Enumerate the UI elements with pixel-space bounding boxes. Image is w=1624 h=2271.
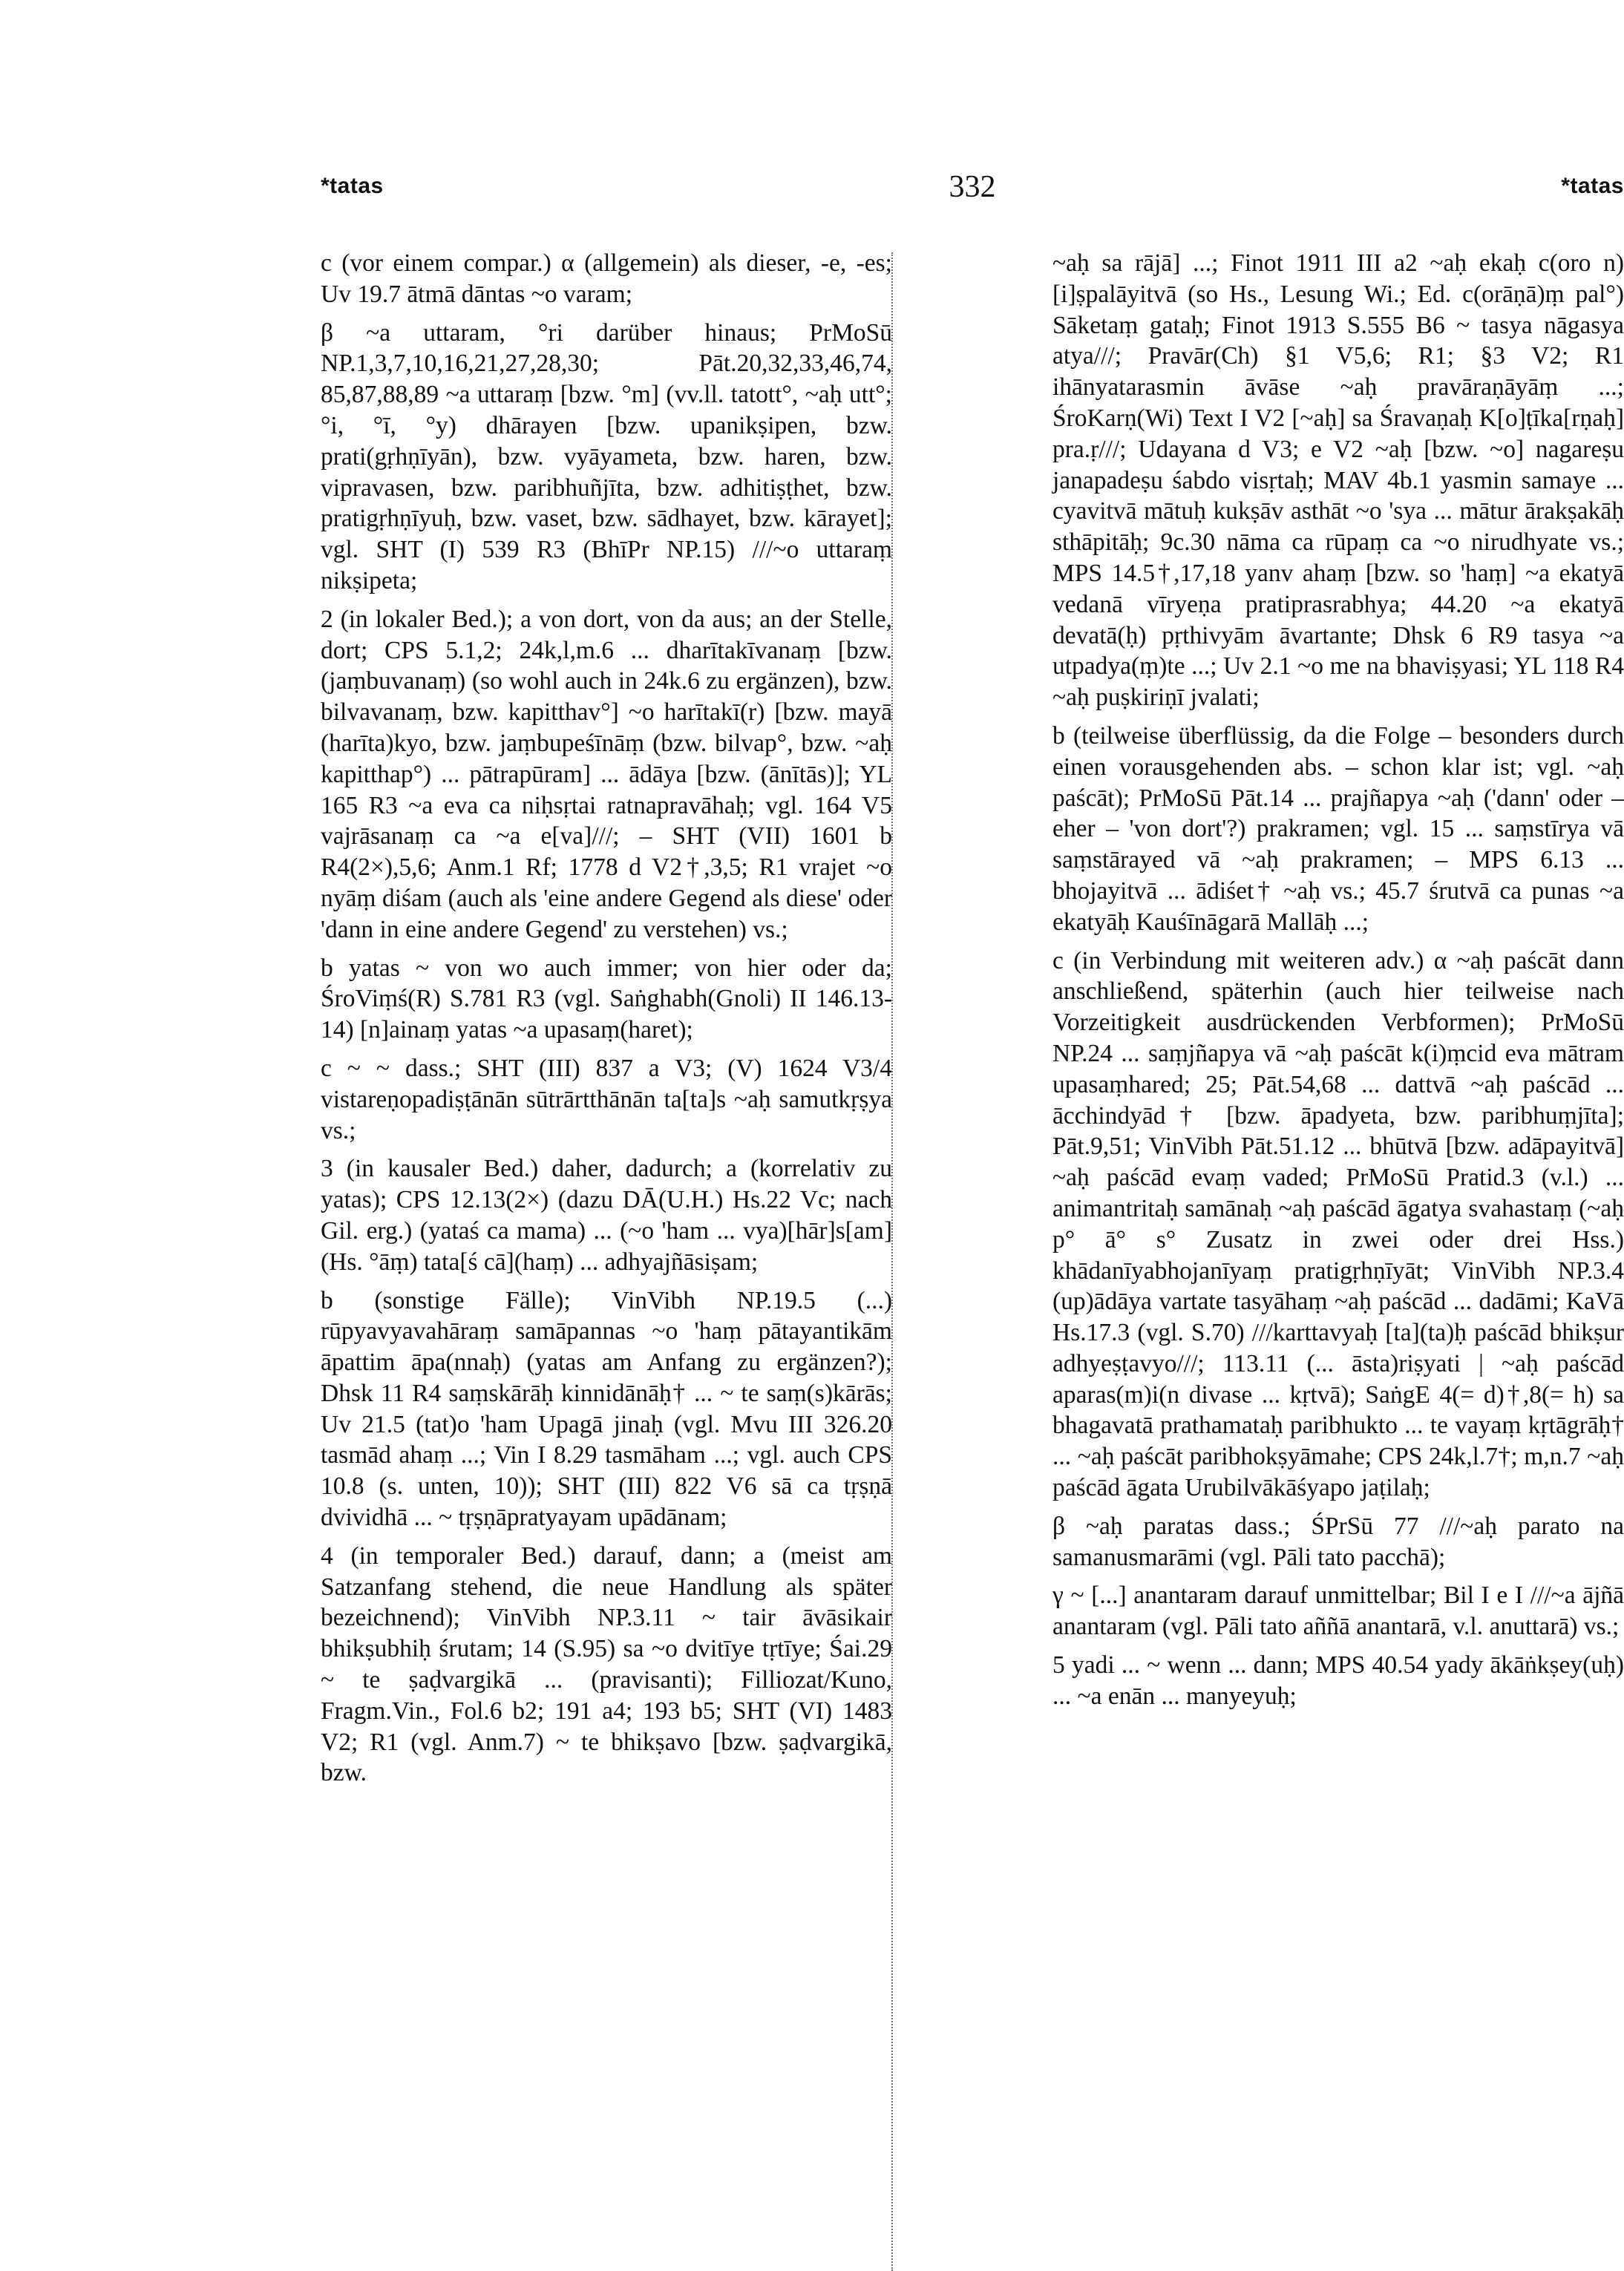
header-right-headword: *tatas bbox=[1561, 174, 1624, 198]
page-header bbox=[321, 170, 1624, 218]
entry-paragraph: c (in Verbindung mit weiteren adv.) α ~aḥ paścāt dann anschließend, späterhin (auch hier teilweise nach Vorzeitigkeit ausdrückenden Verbformen); PrMoSū NP.24 ... saṃjñapya vā ~aḥ paścāt k(i)ṃcid eva mātram upasaṃhared; 25; Pāt.54,68 ... dattvā ~aḥ paścād ... ācchindyād† [bzw. āpadyeta, bzw. paribhuṃjīta]; Pāt.9,51; VinVibh Pāt.51.12 ... bhūtvā [bzw. adāpayitvā] ~aḥ paścād evaṃ vaded; PrMoSū Pratid.3 (v.l.) ... animantritaḥ samānaḥ ~aḥ paścād āgatya svahastaṃ (~aḥ p° ā° s° Zusatz in zwei oder drei Hss.) khādanīyabhojanīyaṃ pratigṛhṇīyāt; VinVibh NP.3.4 (up)ādāya vartate tasyāhaṃ ~aḥ paścād ... dadāmi; KaVā Hs.17.3 (vgl. S.70) ///karttavyaḥ [ta](ta)ḥ paścād bhikṣur adhyeṣṭavyo///; 113.11 (... āsta)riṣyati | ~aḥ paścād aparas(m)i(n divase ... kṛtvā); SaṅgE 4(= d)†,8(= h) sa bhagavatā prathamataḥ paribhukto ... te vayaṃ kṛtāgrāḥ† ... ~aḥ paścāt paribhokṣyāmahe; CPS 24k,l.7†; m,n.7 ~aḥ paścād āgata Urubilvākāśyapo jaṭilaḥ; bbox=[1052, 946, 1624, 1502]
entry-paragraph: b (sonstige Fälle); VinVibh NP.19.5 (...) rūpyavyavahāraṃ samāpannas ~o 'haṃ pātayantikām āpattim āpa(nnaḥ) (yatas am Anfang zu ergänzen?); Dhsk 11 R4 saṃskārāḥ kinnidānāḥ† ... ~ te saṃ(s)kārās; Uv 21.5 (tat)o 'ham Upagā jinaḥ (vgl. Mvu III 326.20 tasmād ahaṃ ...; Vin I 8.29 tasmāham ...; vgl. auch CPS 10.8 (s. unten, 10)); SHT (III) 822 V6 sā ca tṛṣṇā dvividhā ... ~ tṛṣṇāpratyayam upādānam; bbox=[321, 1286, 892, 1532]
entry-paragraph: 5 yadi ... ~ wenn ... dann; MPS 40.54 yady ākāṅkṣey(uḥ) ... ~a enān ... manyeyuḥ; bbox=[1052, 1651, 1624, 1710]
entry-paragraph: c ~ ~ dass.; SHT (III) 837 a V3; (V) 1624 V3/4 vistareṇopadiṣṭānān sūtrārtthānān ta[ta]s ~aḥ samutkṛṣya vs.; bbox=[321, 1054, 892, 1144]
entry-paragraph: b (teilweise überflüssig, da die Folge – besonders durch einen vorausgehenden abs. – schon klar ist; vgl. ~aḥ paścāt); PrMoSū Pāt.14 ... prajñapya ~aḥ ('dann' oder – eher – 'von dort'?) prakramen; vgl. 15 ... saṃstīrya vā saṃstārayed vā ~aḥ prakramen; – MPS 6.13 ... bhojayitvā ... ādiśet† ~aḥ vs.; 45.7 śrutvā ca punas ~a ekatyāḥ Kauśīnāgarā Mallāḥ ...; bbox=[1052, 721, 1624, 936]
header-left-headword: *tatas bbox=[321, 174, 384, 198]
entry-paragraph: 3 (in kausaler Bed.) daher, dadurch; a (korrelativ zu yatas); CPS 12.13(2×) (dazu DĀ(U.H.) Hs.22 Vc; nach Gil. erg.) (yataś ca mama) ... (~o 'ham ... vya)[hār]s[am] (Hs. °āṃ) tata[ś cā](haṃ) ... adhyajñāsiṣam; bbox=[321, 1155, 892, 1276]
entry-paragraph: β ~aḥ paratas dass.; ŚPrSū 77 ///~aḥ parato na samanusmarāmi (vgl. Pāli tato pacchā); bbox=[1052, 1512, 1624, 1571]
column-divider bbox=[891, 252, 893, 2271]
entry-paragraph: b yatas ~ von wo auch immer; von hier oder da; ŚroViṃś(R) S.781 R3 (vgl. Saṅghabh(Gnoli) II 146.13-14) [n]ainaṃ yatas ~a upasaṃ(haret); bbox=[321, 954, 892, 1044]
entry-paragraph: ~aḥ sa rājā] ...; Finot 1911 III a2 ~aḥ ekaḥ c(oro n)[i]ṣpalāyitvā (so Hs., Lesung Wi.; Ed. c(orāṇā)ṃ pal°) Sāketaṃ gataḥ; Finot 1913 S.555 B6 ~ tasya nāgasya atya///; Pravār(Ch) §1 V5,6; R1; §3 V2; R1 ihānyatarasmin āvāse ~aḥ pravāraṇāyāṃ ...; ŚroKarṇ(Wi) Text I V2 [~aḥ] sa Śravaṇaḥ K[o]ṭīka[rṇaḥ] pra.ṛ///; Udayana d V3; e V2 ~aḥ [bzw. ~o] nagareṣu janapadeṣu śabdo visṛtaḥ; MAV 4b.1 yasmin samaye ... cyavitvā mātuḥ kukṣāv asthāt ~o 'sya ... mātur ārakṣakāḥ sthāpitāḥ; 9c.30 nāma ca rūpaṃ ca ~o nirudhyate vs.; MPS 14.5†,17,18 yanv ahaṃ [bzw. so 'haṃ] ~a ekatyā vedanā vīryeṇa pratiprasrabhya; 44.20 ~a ekatyā devatā(ḥ) pṛthivyām āvartante; Dhsk 6 R9 tasya ~a utpadya(ṃ)te ...; Uv 2.1 ~o me na bhaviṣyasi; YL 118 R4 ~aḥ puṣkiriṇī jvalati; bbox=[1052, 249, 1624, 712]
entry-paragraph: γ ~ [...] anantaram darauf unmittelbar; Bil I e I ///~a ājñā anantaram (vgl. Pāli tato aññā anantarā, v.l. anuttarā) vs.; bbox=[1052, 1582, 1624, 1641]
left-column bbox=[321, 248, 892, 1796]
page-number: 332 bbox=[949, 170, 996, 204]
right-column bbox=[1052, 248, 1624, 1720]
entry-paragraph: β ~a uttaram, °ri darüber hinaus; PrMoSū NP.1,3,7,10,16,21,27,28,30; Pāt.20,32,33,46,74, 85,87,88,89 ~a uttaraṃ [bzw. °m] (vv.ll. tatott°, ~aḥ utt°; °i, °ī, °y) dhārayen [bzw. upanikṣipen, bzw. prati(gṛhṇīyān), bzw. vyāyameta, bzw. haren, bzw. vipravasen, bzw. paribhuñjīta, bzw. adhitiṣṭhet, bzw. pratigṛhṇīyuḥ, bzw. vaset, bzw. sādhayet, bzw. kārayet]; vgl. SHT (I) 539 R3 (BhīPr NP.15) ///~o uttaraṃ nikṣipeta; bbox=[321, 318, 892, 594]
entry-paragraph: 4 (in temporaler Bed.) darauf, dann; a (meist am Satzanfang stehend, die neue Handlung als später bezeichnend); VinVibh NP.3.11 ~ tair āvāsikair bhikṣubhiḥ śrutam; 14 (S.95) sa ~o dvitīye tṛtīye; Śai.29 ~ te ṣaḍvargikā ... (pravisanti); Filliozat/Kuno, Fragm.Vin., Fol.6 b2; 191 a4; 193 b5; SHT (VI) 1483 V2; R1 (vgl. Anm.7) ~ te bhikṣavo [bzw. ṣaḍvargikā, bzw. bbox=[321, 1541, 892, 1787]
entry-paragraph: c (vor einem compar.) α (allgemein) als dieser, -e, -es; Uv 19.7 ātmā dāntas ~o varam; bbox=[321, 249, 892, 308]
entry-paragraph: 2 (in lokaler Bed.); a von dort, von da aus; an der Stelle, dort; CPS 5.1,2; 24k,l,m.6 ... dharītakīvanaṃ [bzw. (jaṃbuvanaṃ) (so wohl auch in 24k.6 zu ergänzen), bzw. bilvavanaṃ, bzw. kapitthav°] ~o harītakī(r) [bzw. mayā (harīta)kyo, bzw. jaṃbupeśīnāṃ (bzw. bilvap°, bzw. ~aḥ kapitthap°) ... pātrapūram] ... ādāya [bzw. (ānītās)]; YL 165 R3 ~a eva ca niḥsṛtai ratnapravāhaḥ; vgl. 164 V5 vajrāsanaṃ ca ~a e[va]///; – SHT (VII) 1601 b R4(2×),5,6; Anm.1 Rf; 1778 d V2†,3,5; R1 vrajet ~o nyāṃ diśam (auch als 'eine andere Gegend als diese' oder 'dann in eine andere Gegend' zu verstehen) vs.; bbox=[321, 605, 892, 943]
